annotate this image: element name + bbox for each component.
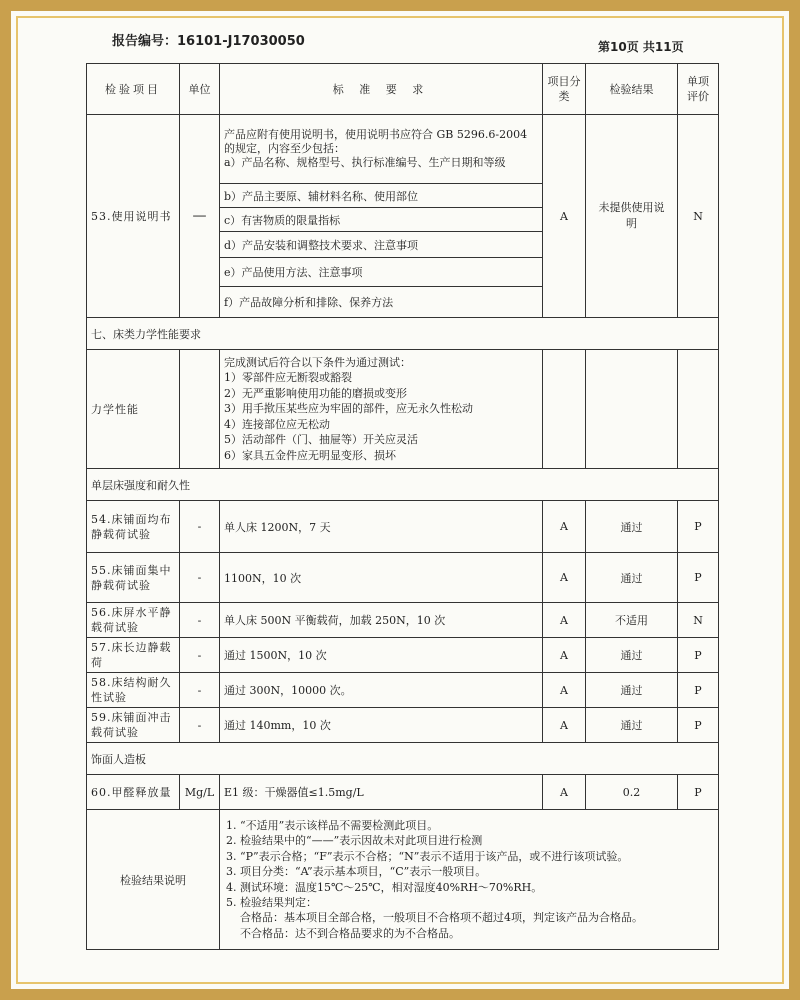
note-line: 1. “不适用”表示该样品不需要检测此项目。 <box>226 818 439 832</box>
item-class: A <box>543 115 586 318</box>
item-unit: - <box>180 673 220 708</box>
note-line: 2. 检验结果中的“——”表示因故未对此项目进行检测 <box>226 834 483 848</box>
item-result: 通过 <box>586 638 678 673</box>
item-name: 53.使用说明书 <box>87 115 180 318</box>
note-line: 合格品：基本项目全部合格，一般项目不合格项不超过4项，判定该产品为合格品。 <box>240 911 643 925</box>
item-eval: N <box>678 603 719 638</box>
item-eval <box>678 350 719 469</box>
item-name: 60.甲醛释放量 <box>87 775 180 810</box>
item-class: A <box>543 775 586 810</box>
item-class: A <box>543 501 586 553</box>
item-unit: - <box>180 603 220 638</box>
note-line: 不合格品：达不到合格品要求的为不合格品。 <box>240 926 460 940</box>
item-class <box>543 350 586 469</box>
item-standard: 单人床 1200N，7 天 <box>220 501 543 553</box>
item-name: 58.床结构耐久性试验 <box>87 673 180 708</box>
item-standard: 通过 300N，10000 次。 <box>220 673 543 708</box>
standard-line: 1）零部件应无断裂或豁裂 <box>224 371 352 385</box>
item-class: A <box>543 553 586 603</box>
item-standard: E1 级：干燥器值≤1.5mg/L <box>220 775 543 810</box>
notes-cell <box>220 810 719 950</box>
item-unit: - <box>180 553 220 603</box>
item-unit: Mg/L <box>180 775 220 810</box>
item-name: 55.床铺面集中静载荷试验 <box>87 553 180 603</box>
item-standard: 通过 140mm，10 次 <box>220 708 543 743</box>
standard-intro: 产品应附有使用说明书，使用说明书应符合 GB 5296.6-2004 的规定，内容至少包括： <box>224 128 528 155</box>
item-eval: P <box>678 775 719 810</box>
report-number: 报告编号：16101-J17030050 <box>112 34 305 49</box>
item-standard: 1100N，10 次 <box>220 553 543 603</box>
col-header-class: 项目分类 <box>543 64 586 115</box>
inspection-table <box>86 63 719 950</box>
standard-sub-item: b）产品主要原、辅材料名称、使用部位 <box>220 184 543 208</box>
standard-line: 2）无严重影响使用功能的磨损或变形 <box>224 386 407 400</box>
table-row <box>87 501 719 553</box>
section-title: 单层床强度和耐久性 <box>87 469 719 501</box>
col-header-item: 检验项目 <box>87 64 180 115</box>
note-line: 5. 检验结果判定： <box>226 895 317 909</box>
item-unit: - <box>180 501 220 553</box>
standard-line: 6）家具五金件应无明显变形、损坏 <box>224 448 396 462</box>
section-title: 饰面人造板 <box>87 743 719 775</box>
item-eval: N <box>678 115 719 318</box>
notes-row <box>87 810 719 950</box>
standard-cell <box>220 350 543 469</box>
standard-sub-item: c）有害物质的限量指标 <box>220 208 543 232</box>
standard-line: 5）活动部件（门、抽屉等）开关应灵活 <box>224 433 418 447</box>
standard-sub-item: d）产品安装和调整技术要求、注意事项 <box>220 232 543 258</box>
table-row <box>87 673 719 708</box>
section-row <box>87 743 719 775</box>
item-result: 不适用 <box>586 603 678 638</box>
table-header-row <box>87 64 719 115</box>
item-eval: P <box>678 673 719 708</box>
item-class: A <box>543 673 586 708</box>
item-standard: 单人床 500N 平衡载荷，加载 250N，10 次 <box>220 603 543 638</box>
item-eval: P <box>678 501 719 553</box>
item-name: 力学性能 <box>87 350 180 469</box>
item-result: 通过 <box>586 708 678 743</box>
col-header-standard: 标 准 要 求 <box>220 64 543 115</box>
standard-sub-item: a）产品名称、规格型号、执行标准编号、生产日期和等级 <box>224 156 506 169</box>
item-eval: P <box>678 553 719 603</box>
item-name: 54.床铺面均布静载荷试验 <box>87 501 180 553</box>
table-row <box>87 708 719 743</box>
standard-line: 4）连接部位应无松动 <box>224 417 330 431</box>
item-eval: P <box>678 638 719 673</box>
item-result <box>586 350 678 469</box>
note-line: 3. “P”表示合格；“F”表示不合格；“N”表示不适用于该产品，或不进行该项试验。 <box>226 849 629 863</box>
item-class: A <box>543 638 586 673</box>
item-eval: P <box>678 708 719 743</box>
standard-sub-item: f）产品故障分析和排除、保养方法 <box>220 287 543 318</box>
item-name: 56.床屏水平静载荷试验 <box>87 603 180 638</box>
section-row <box>87 318 719 350</box>
note-line: 4. 测试环境：温度15℃～25℃，相对湿度40%RH～70%RH。 <box>226 880 543 894</box>
item-name: 59.床铺面冲击载荷试验 <box>87 708 180 743</box>
standard-cell <box>220 115 543 184</box>
col-header-result: 检验结果 <box>586 64 678 115</box>
item-unit: — <box>180 115 220 318</box>
table-row <box>87 638 719 673</box>
section-row <box>87 469 719 501</box>
standard-line: 3）用手揿压某些应为牢固的部件，应无永久性松动 <box>224 402 473 416</box>
table-row <box>87 350 719 469</box>
item-result: 通过 <box>586 553 678 603</box>
page-number: 第10页 共11页 <box>598 40 684 54</box>
item-result: 0.2 <box>586 775 678 810</box>
section-title: 七、床类力学性能要求 <box>87 318 719 350</box>
note-line: 3. 项目分类：“A”表示基本项目，“C”表示一般项目。 <box>226 865 487 879</box>
item-unit: - <box>180 638 220 673</box>
table-row <box>87 775 719 810</box>
standard-sub-item: e）产品使用方法、注意事项 <box>220 258 543 287</box>
item-class: A <box>543 708 586 743</box>
table-row <box>87 115 719 184</box>
table-row <box>87 603 719 638</box>
item-unit: - <box>180 708 220 743</box>
item-class: A <box>543 603 586 638</box>
item-unit <box>180 350 220 469</box>
item-standard: 通过 1500N，10 次 <box>220 638 543 673</box>
item-result: 通过 <box>586 501 678 553</box>
table-row <box>87 553 719 603</box>
standard-line: 完成测试后符合以下条件为通过测试： <box>224 355 411 369</box>
item-name: 57.床长边静载荷 <box>87 638 180 673</box>
col-header-unit: 单位 <box>180 64 220 115</box>
col-header-eval: 单项评价 <box>678 64 719 115</box>
item-result: 未提供使用说明 <box>586 115 678 318</box>
item-result: 通过 <box>586 673 678 708</box>
notes-title: 检验结果说明 <box>87 810 220 950</box>
